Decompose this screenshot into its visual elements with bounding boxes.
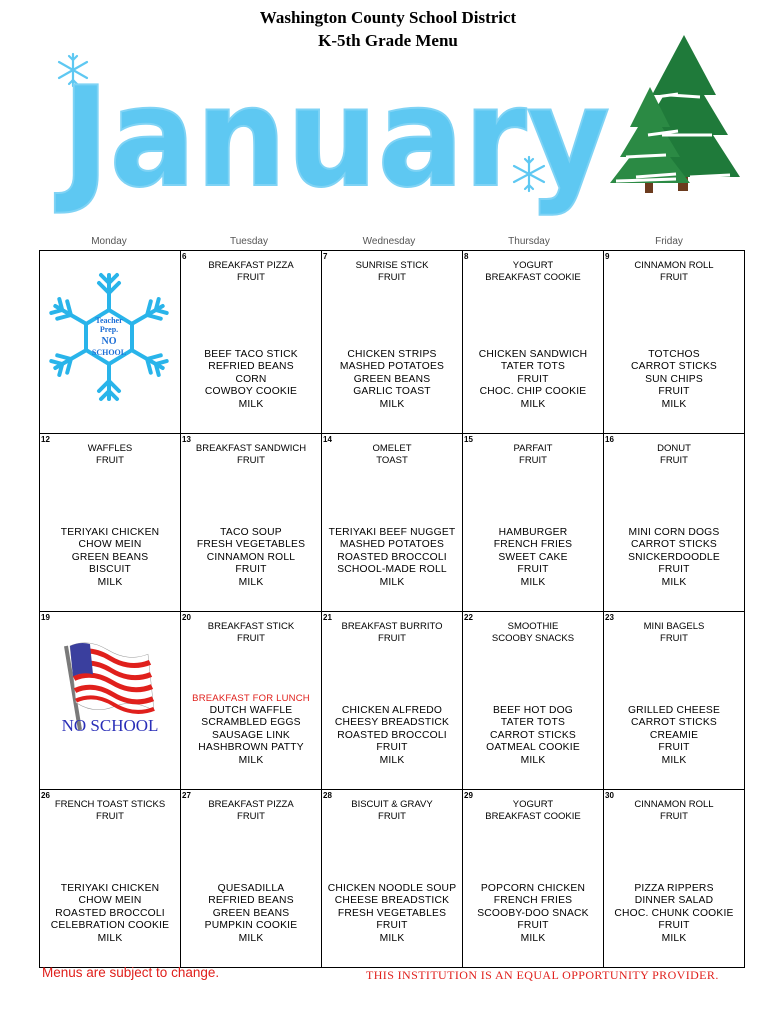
no-school-label: NO — [101, 336, 117, 347]
lunch-item: FRUIT — [658, 564, 690, 576]
day-number: 23 — [605, 613, 614, 622]
lunch-item: MILK — [97, 932, 123, 944]
breakfast-item: FRUIT — [660, 811, 688, 822]
day-cell — [181, 612, 322, 790]
breakfast-item: FRUIT — [660, 272, 688, 283]
lunch-item: MILK — [520, 576, 546, 588]
no-school-label: Teacher — [95, 316, 123, 325]
lunch-item: MILK — [238, 754, 264, 766]
breakfast-item: SUNRISE STICK — [355, 260, 429, 271]
lunch-item: TERIYAKI BEEF NUGGET — [328, 526, 456, 538]
breakfast-item: BREAKFAST STICK — [207, 621, 295, 632]
day-number: 27 — [182, 791, 191, 800]
lunch-item: FRESH VEGETABLES — [337, 907, 447, 919]
breakfast-item: PARFAIT — [513, 443, 553, 454]
day-cell — [181, 434, 322, 612]
day-number: 20 — [182, 613, 191, 622]
lunch-item: SNICKERDOODLE — [628, 551, 720, 563]
day-number: 26 — [41, 791, 50, 800]
menu-subtitle: K-5th Grade Menu — [318, 31, 458, 50]
breakfast-items — [40, 799, 180, 823]
breakfast-items — [322, 260, 462, 284]
weekday-label: Thursday — [508, 236, 550, 247]
lunch-item: GREEN BEANS — [71, 551, 149, 563]
lunch-item: CHICKEN ALFREDO — [341, 704, 443, 716]
lunch-item: MILK — [97, 576, 123, 588]
breakfast-item: FRUIT — [237, 811, 265, 822]
lunch-item: POPCORN CHICKEN — [480, 882, 586, 894]
lunch-item: QUESADILLA — [217, 882, 285, 894]
lunch-item: OATMEAL COOKIE — [486, 742, 580, 754]
lunch-item: GREEN BEANS — [212, 907, 290, 919]
lunch-item: CELEBRATION COOKIE — [50, 920, 170, 932]
breakfast-items — [463, 260, 603, 284]
lunch-item: MASHED POTATOES — [339, 539, 445, 551]
day-cell — [181, 790, 322, 968]
lunch-item: CARROT STICKS — [490, 729, 576, 741]
breakfast-item: FRUIT — [519, 455, 547, 466]
lunch-item: ROASTED BROCCOLI — [337, 551, 447, 563]
breakfast-items — [604, 621, 744, 645]
lunch-item: BEEF TACO STICK — [204, 348, 298, 360]
lunch-item: CHICKEN SANDWICH — [478, 348, 588, 360]
lunch-item: TOTCHOS — [648, 348, 700, 360]
week-row — [40, 251, 745, 434]
breakfast-items — [322, 621, 462, 645]
lunch-item: CHICKEN NOODLE SOUP — [327, 882, 457, 894]
day-cell — [322, 790, 463, 968]
lunch-item: MILK — [661, 754, 687, 766]
day-number: 8 — [464, 252, 469, 261]
breakfast-item: BREAKFAST SANDWICH — [195, 443, 307, 454]
day-cell — [463, 434, 604, 612]
day-cell — [604, 612, 745, 790]
day-number: 9 — [605, 252, 610, 261]
day-cell — [463, 790, 604, 968]
breakfast-items — [40, 443, 180, 467]
lunch-item: CARROT STICKS — [631, 717, 717, 729]
lunch-item: FRUIT — [658, 742, 690, 754]
week-row — [40, 434, 745, 612]
lunch-item: MILK — [520, 932, 546, 944]
lunch-item: MILK — [661, 398, 687, 410]
lunch-item: TATER TOTS — [500, 361, 566, 373]
weekday-label: Tuesday — [230, 236, 268, 247]
day-number: 19 — [41, 613, 50, 622]
breakfast-item: MINI BAGELS — [643, 621, 705, 632]
lunch-item: COWBOY COOKIE — [204, 386, 298, 398]
lunch-item: SUN CHIPS — [645, 373, 703, 385]
day-number: 6 — [182, 252, 187, 261]
lunch-item: FRUIT — [517, 373, 549, 385]
breakfast-items — [181, 799, 321, 823]
day-number: 15 — [464, 435, 473, 444]
lunch-item: CORN — [235, 373, 267, 385]
lunch-item: SCHOOL-MADE ROLL — [337, 564, 447, 576]
lunch-item: CHEESE BREADSTICK — [334, 895, 450, 907]
breakfast-item: FRUIT — [237, 455, 265, 466]
breakfast-items — [463, 443, 603, 467]
lunch-items — [463, 349, 603, 411]
day-cell — [463, 612, 604, 790]
lunch-item: FRUIT — [517, 920, 549, 932]
lunch-item: MILK — [661, 576, 687, 588]
breakfast-item: FRENCH TOAST STICKS — [54, 799, 166, 810]
lunch-item: CHOC. CHUNK COOKIE — [614, 907, 734, 919]
lunch-item: TATER TOTS — [500, 717, 566, 729]
lunch-items — [40, 883, 180, 945]
breakfast-items — [463, 799, 603, 823]
lunch-item: SCRAMBLED EGGS — [201, 717, 301, 729]
lunch-item: MILK — [520, 754, 546, 766]
lunch-item: PUMPKIN COOKIE — [204, 920, 298, 932]
breakfast-item: BREAKFAST PIZZA — [208, 260, 294, 271]
breakfast-item: BISCUIT & GRAVY — [351, 799, 433, 810]
lunch-item: MILK — [379, 398, 405, 410]
lunch-item: CINNAMON ROLL — [206, 551, 296, 563]
lunch-item: FRUIT — [376, 920, 408, 932]
breakfast-item: BREAKFAST BURRITO — [341, 621, 443, 632]
lunch-items — [181, 693, 321, 767]
lunch-item: TERIYAKI CHICKEN — [60, 526, 160, 538]
weekday-label: Friday — [655, 236, 683, 247]
day-cell — [40, 434, 181, 612]
district-title: Washington County School District — [259, 8, 517, 27]
lunch-item: FRUIT — [517, 564, 549, 576]
day-number: 22 — [464, 613, 473, 622]
breakfast-item: FRUIT — [378, 272, 406, 283]
lunch-item: GRILLED CHEESE — [627, 704, 721, 716]
month-title-art — [50, 35, 740, 235]
day-cell — [181, 251, 322, 434]
lunch-items — [181, 883, 321, 945]
no-school-label: SCHOOL — [91, 348, 127, 357]
lunch-item: CHEESY BREADSTICK — [334, 717, 450, 729]
day-number: 12 — [41, 435, 50, 444]
day-number: 29 — [464, 791, 473, 800]
day-cell-no-school-prep — [40, 251, 181, 434]
breakfast-item: BREAKFAST PIZZA — [208, 799, 294, 810]
lunch-item: SCOOBY-DOO SNACK — [477, 907, 589, 919]
lunch-item: FRENCH FRIES — [493, 539, 573, 551]
lunch-item: MINI CORN DOGS — [628, 526, 720, 538]
no-school-label: Prep. — [99, 325, 119, 334]
weekday-label: Monday — [91, 236, 127, 247]
lunch-item: PIZZA RIPPERS — [634, 882, 714, 894]
breakfast-item: OMELET — [372, 443, 412, 454]
weekday-label: Wednesday — [362, 236, 416, 247]
lunch-items — [40, 527, 180, 589]
lunch-item: SWEET CAKE — [498, 551, 568, 563]
breakfast-item: SMOOTHIE — [507, 621, 559, 632]
lunch-item: REFRIED BEANS — [208, 361, 294, 373]
lunch-item: TERIYAKI CHICKEN — [60, 882, 160, 894]
breakfast-item: FRUIT — [96, 455, 124, 466]
lunch-item: MILK — [379, 576, 405, 588]
lunch-item: BEEF HOT DOG — [492, 704, 574, 716]
day-number: 28 — [323, 791, 332, 800]
breakfast-item: CINNAMON ROLL — [634, 799, 714, 810]
month-title: January — [54, 57, 611, 218]
week-row — [40, 790, 745, 968]
lunch-item: GARLIC TOAST — [353, 386, 431, 398]
lunch-item: BISCUIT — [88, 564, 132, 576]
day-cell — [604, 434, 745, 612]
lunch-item: CHOW MEIN — [78, 539, 142, 551]
day-number: 13 — [182, 435, 191, 444]
breakfast-items — [181, 621, 321, 645]
lunch-item: MILK — [661, 932, 687, 944]
snowflake-icon — [40, 251, 180, 428]
day-cell — [322, 434, 463, 612]
lunch-item: CARROT STICKS — [631, 539, 717, 551]
lunch-item: ROASTED BROCCOLI — [55, 907, 165, 919]
breakfast-item: FRUIT — [237, 633, 265, 644]
lunch-item: MILK — [379, 754, 405, 766]
lunch-item: FRESH VEGETABLES — [196, 539, 306, 551]
lunch-items — [604, 349, 744, 411]
breakfast-item: FRUIT — [96, 811, 124, 822]
breakfast-item: FRUIT — [378, 633, 406, 644]
breakfast-item: FRUIT — [660, 633, 688, 644]
lunch-item: REFRIED BEANS — [208, 895, 294, 907]
lunch-item: CHOC. CHIP COOKIE — [479, 386, 587, 398]
lunch-item: CARROT STICKS — [631, 361, 717, 373]
lunch-item: CHOW MEIN — [78, 895, 142, 907]
no-school-label: NO SCHOOL — [61, 716, 159, 735]
lunch-items — [322, 705, 462, 767]
breakfast-items — [604, 260, 744, 284]
lunch-item: DINNER SALAD — [634, 895, 714, 907]
breakfast-item: YOGURT — [512, 799, 554, 810]
lunch-item: SAUSAGE LINK — [212, 729, 290, 741]
lunch-item: HAMBURGER — [498, 526, 568, 538]
day-number: 30 — [605, 791, 614, 800]
lunch-items — [181, 349, 321, 411]
lunch-items — [604, 527, 744, 589]
day-cell — [322, 612, 463, 790]
lunch-items — [181, 527, 321, 589]
breakfast-items — [322, 799, 462, 823]
breakfast-item: BREAKFAST COOKIE — [485, 272, 581, 283]
lunch-item: FRUIT — [376, 742, 408, 754]
day-cell — [604, 790, 745, 968]
lunch-item: ROASTED BROCCOLI — [337, 729, 447, 741]
breakfast-item: FRUIT — [237, 272, 265, 283]
lunch-item: MASHED POTATOES — [339, 361, 445, 373]
lunch-item: FRENCH FRIES — [493, 895, 573, 907]
lunch-items — [463, 527, 603, 589]
lunch-item: DUTCH WAFFLE — [209, 704, 293, 716]
breakfast-item: YOGURT — [512, 260, 554, 271]
lunch-item: CHICKEN STRIPS — [347, 348, 437, 360]
lunch-item: MILK — [238, 932, 264, 944]
menu-calendar — [39, 250, 745, 968]
lunch-items — [604, 705, 744, 767]
breakfast-items — [181, 260, 321, 284]
breakfast-item: FRUIT — [660, 455, 688, 466]
breakfast-items — [604, 443, 744, 467]
day-number: 14 — [323, 435, 332, 444]
lunch-item: MILK — [379, 932, 405, 944]
lunch-item: HASHBROWN PATTY — [198, 742, 304, 754]
breakfast-items — [181, 443, 321, 467]
lunch-item: TACO SOUP — [220, 526, 282, 538]
lunch-items — [463, 883, 603, 945]
lunch-item: CREAMIE — [649, 729, 699, 741]
lunch-item: FRUIT — [235, 564, 267, 576]
lunch-item: FRUIT — [658, 386, 690, 398]
lunch-items — [604, 883, 744, 945]
breakfast-item: CINNAMON ROLL — [634, 260, 714, 271]
breakfast-item: WAFFLES — [87, 443, 133, 454]
lunch-note: BREAKFAST FOR LUNCH — [192, 692, 310, 704]
day-cell — [40, 790, 181, 968]
day-number: 16 — [605, 435, 614, 444]
lunch-item: MILK — [520, 398, 546, 410]
lunch-item: FRUIT — [658, 920, 690, 932]
week-row — [40, 612, 745, 790]
breakfast-items — [322, 443, 462, 467]
lunch-item: MILK — [238, 576, 264, 588]
pine-trees-icon — [610, 35, 740, 193]
breakfast-item: SCOOBY SNACKS — [491, 633, 575, 644]
lunch-item: MILK — [238, 398, 264, 410]
day-cell-no-school — [40, 612, 181, 790]
lunch-items — [322, 883, 462, 945]
breakfast-items — [463, 621, 603, 645]
disclaimer-note: Menus are subject to change. — [42, 965, 220, 980]
day-cell — [463, 251, 604, 434]
lunch-items — [322, 527, 462, 589]
breakfast-item: TOAST — [376, 455, 408, 466]
lunch-item: GREEN BEANS — [353, 373, 431, 385]
day-cell — [322, 251, 463, 434]
day-number: 7 — [323, 252, 328, 261]
day-number: 21 — [323, 613, 332, 622]
lunch-items — [322, 349, 462, 411]
us-flag-icon — [40, 612, 180, 789]
breakfast-item: DONUT — [657, 443, 691, 454]
day-cell — [604, 251, 745, 434]
breakfast-items — [604, 799, 744, 823]
breakfast-item: BREAKFAST COOKIE — [485, 811, 581, 822]
lunch-items — [463, 705, 603, 767]
breakfast-item: FRUIT — [378, 811, 406, 822]
equal-opportunity-statement: THIS INSTITUTION IS AN EQUAL OPPORTUNITY PROVIDER. — [366, 968, 719, 982]
